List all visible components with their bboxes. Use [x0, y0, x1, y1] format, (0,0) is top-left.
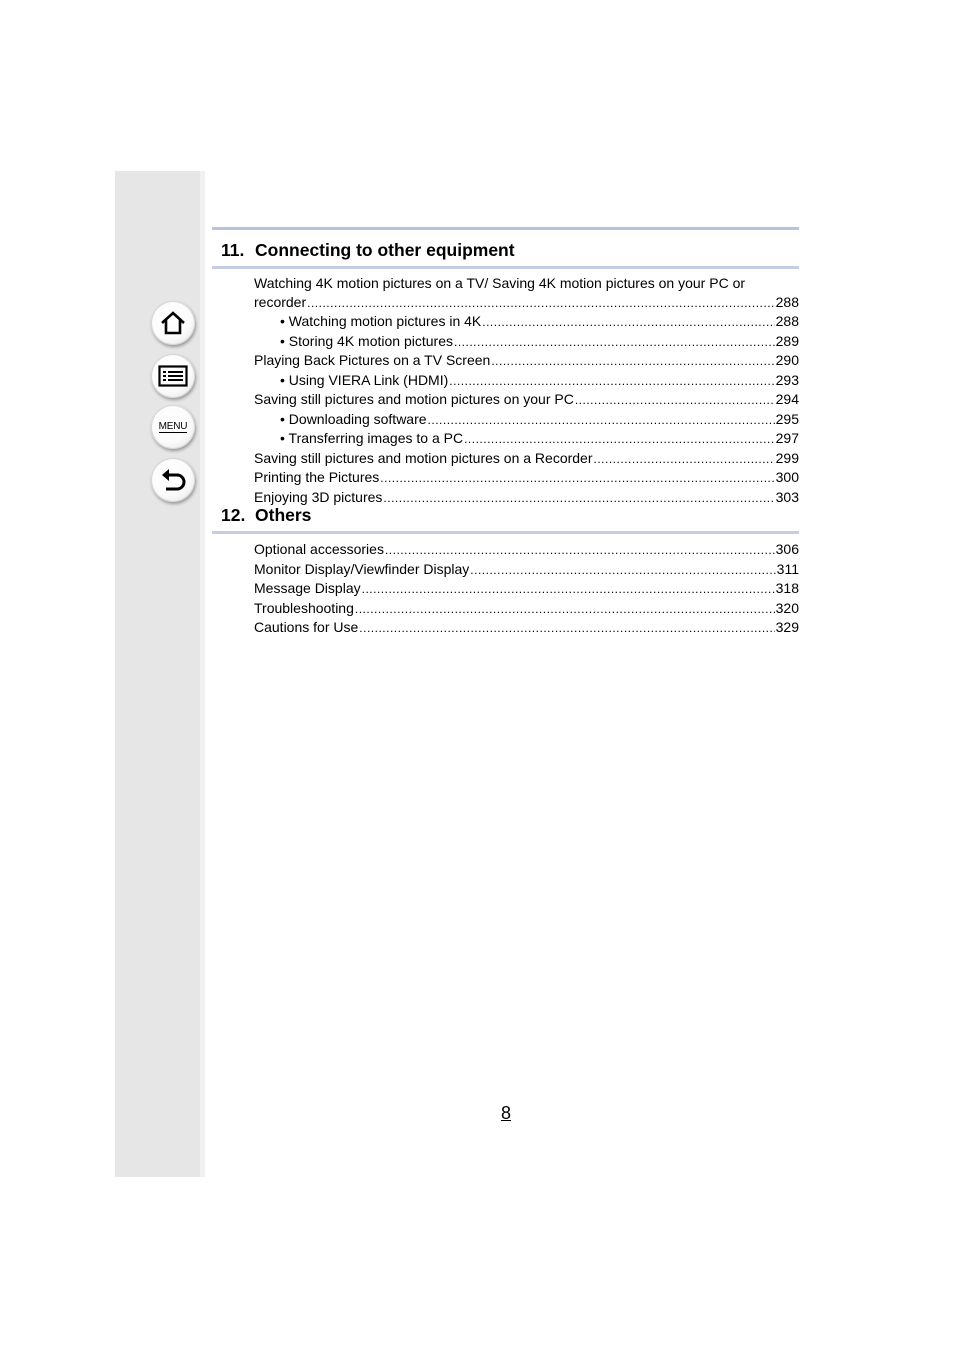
contents-button[interactable] — [151, 354, 195, 398]
toc-entry[interactable]: • Watching motion pictures in 4K ..... 288 — [254, 312, 799, 332]
section-11-toc — [254, 274, 799, 507]
toc-entry[interactable]: Printing the Pictures ..... 300 — [254, 468, 799, 488]
toc-entry[interactable]: Enjoying 3D pictures ..... 303 — [254, 488, 799, 508]
toc-entry[interactable]: Message Display ..... 318 — [254, 579, 799, 599]
toc-entry[interactable]: • Transferring images to a PC ..... 297 — [254, 429, 799, 449]
toc-entry[interactable]: Troubleshooting ..... 320 — [254, 599, 799, 619]
home-button[interactable] — [151, 301, 195, 345]
toc-entry[interactable]: Optional accessories ..... 306 — [254, 540, 799, 560]
toc-entry[interactable]: Playing Back Pictures on a TV Screen ..... 290 — [254, 351, 799, 371]
section-11-title: Connecting to other equipment — [255, 240, 515, 260]
list-icon — [158, 365, 188, 387]
toc-entry[interactable]: Saving still pictures and motion pictures on a Recorder ..... 299 — [254, 449, 799, 469]
section-11-heading — [221, 240, 515, 260]
home-icon — [159, 310, 187, 336]
section-11-bottom-rule — [212, 266, 799, 269]
section-12-title: Others — [255, 505, 312, 525]
toc-entry[interactable]: • Using VIERA Link (HDMI) ..... 293 — [254, 371, 799, 391]
menu-button[interactable] — [151, 405, 195, 449]
toc-entry[interactable]: • Storing 4K motion pictures ..... 289 — [254, 332, 799, 352]
back-button[interactable] — [151, 458, 195, 502]
return-arrow-icon — [159, 467, 187, 493]
section-12-number: 12. — [221, 505, 246, 525]
toc-entry-title-line[interactable]: Watching 4K motion pictures on a TV/ Saving 4K motion pictures on your PC or — [254, 275, 746, 291]
section-12-toc — [254, 540, 799, 638]
toc-entry[interactable]: recorder ..... 288 — [254, 293, 799, 313]
toc-entry[interactable]: Cautions for Use ..... 329 — [254, 618, 799, 638]
section-12-bottom-rule — [212, 531, 799, 534]
section-12-heading — [221, 505, 311, 525]
toc-entry[interactable]: Monitor Display/Viewfinder Display ..... 311 — [254, 560, 799, 580]
sidebar-edge — [200, 171, 205, 1177]
section-11-top-rule — [212, 227, 799, 230]
section-11-number: 11. — [221, 240, 245, 260]
toc-entry[interactable]: Saving still pictures and motion pictures on your PC ..... 294 — [254, 390, 799, 410]
page-number: 8 — [500, 1103, 511, 1123]
menu-label: MENU — [158, 421, 188, 432]
toc-entry[interactable]: • Downloading software ..... 295 — [254, 410, 799, 430]
